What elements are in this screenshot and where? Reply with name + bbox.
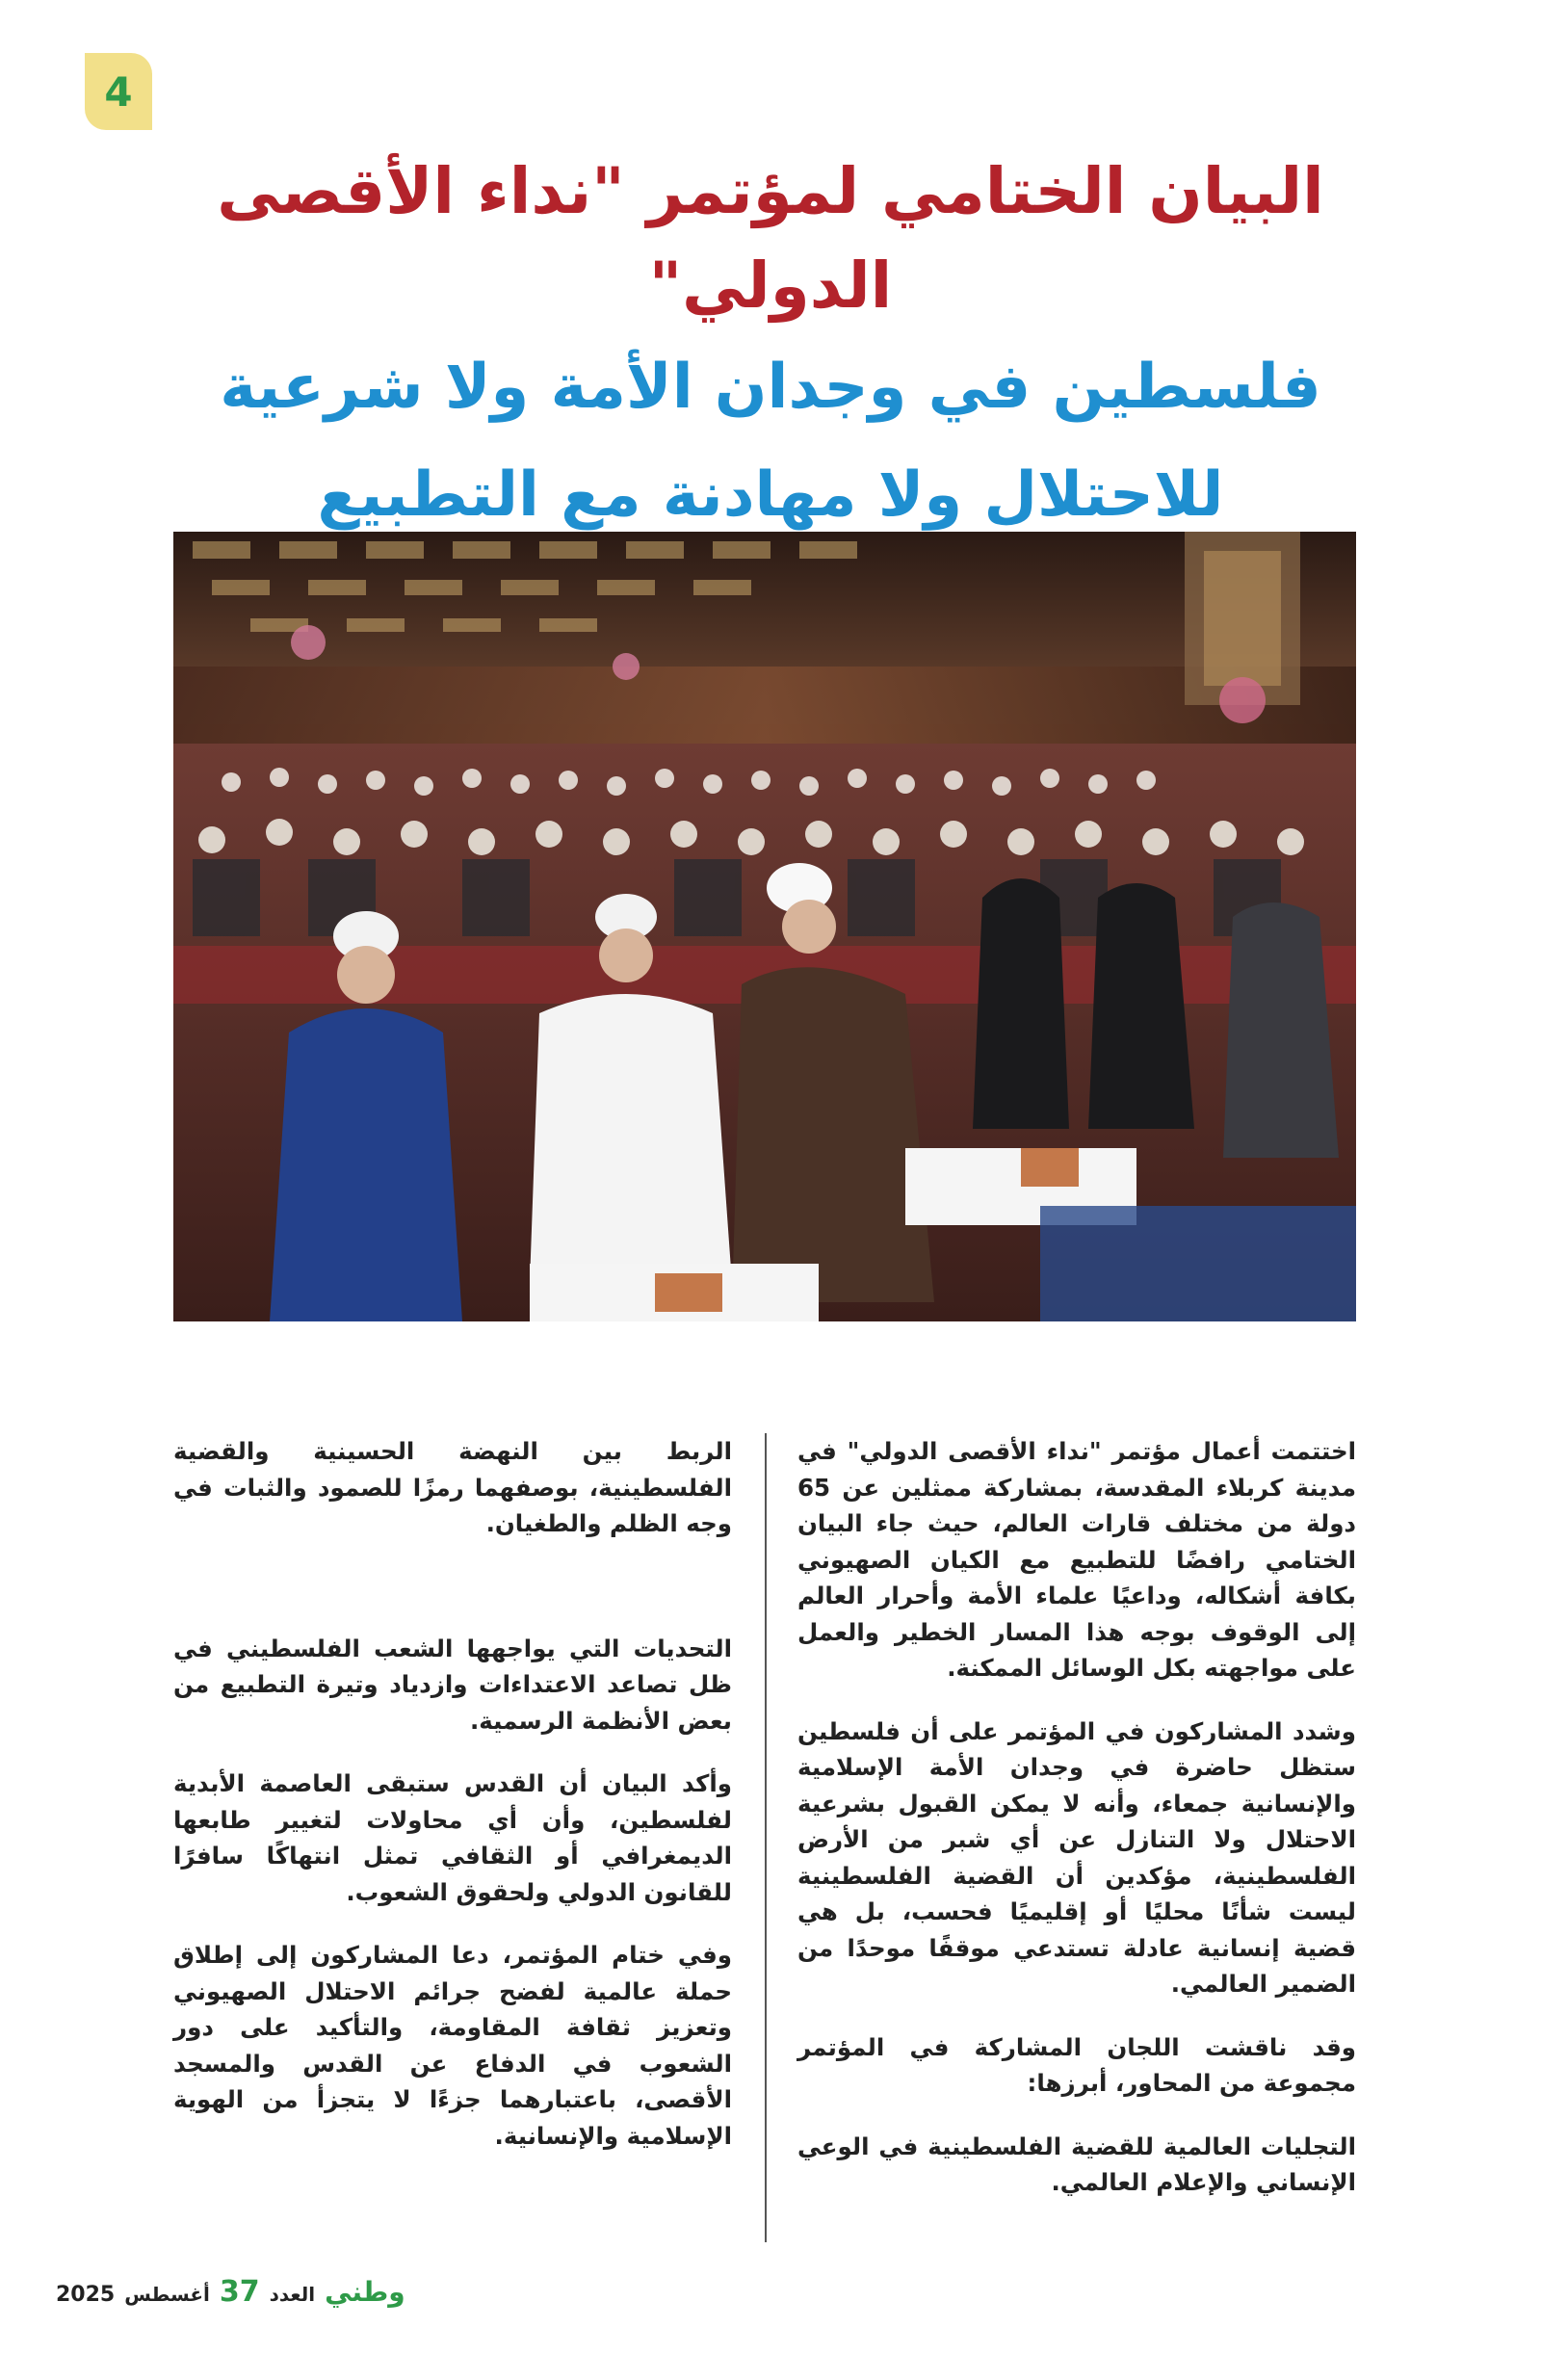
paragraph: وقد ناقشت اللجان المشاركة في المؤتمر مجموعة من المحاور، أبرزها:	[797, 2032, 1356, 2097]
page-number-badge	[85, 53, 152, 130]
article-header	[96, 144, 1445, 549]
article-subtitle-line-1: فلسطين في وجدان الأمة ولا شرعية	[220, 352, 1321, 423]
article-subtitle-line-2: للاحتلال ولا مهادنة مع التطبيع	[317, 459, 1224, 531]
paragraph: وشدد المشاركون في المؤتمر على أن فلسطين ستظل حاضرة في وجدان الأمة الإسلامية والإنسانية جمعاء، وأنه لا يمكن القبول بشرعية الاحتلال ولا التنازل عن أي شبر من الأرض الفلسطينية، مؤكدين أن القضية الفلسطينية ليست شأنًا محليًا أو إقليميًا فحسب، بل هي قضية إنسانية عادلة تستدعي موقفًا موحدًا من الضمير العالمي.	[797, 1716, 1356, 1998]
paragraph: التجليات العالمية للقضية الفلسطينية في الوعي الإنساني والإعلام العالمي.	[797, 2132, 1356, 2196]
paragraph: اختتمت أعمال مؤتمر "نداء الأقصى الدولي" في مدينة كربلاء المقدسة، بمشاركة ممثلين عن 65 دولة من مختلف قارات العالم، حيث جاء البيان الختامي رافضًا للتطبيع مع الكيان الصهيوني بكافة أشكاله، وداعيًا علماء الأمة وأحرار العالم إلى الوقوف بوجه هذا المسار الخطير والعمل على مواجهته بكل الوسائل الممكنة.	[797, 1437, 1356, 1682]
page-footer	[56, 2275, 405, 2309]
page-number: 4	[104, 67, 133, 116]
article-column-left	[173, 1433, 732, 2181]
paragraph: وفي ختام المؤتمر، دعا المشاركون إلى إطلاق حملة عالمية لفضح جرائم الاحتلال الصهيوني وتعزيز ثقافة المقاومة، والتأكيد على دور الشعوب في الدفاع عن القدس والمسجد الأقصى، باعتبارهما جزءًا لا يتجزأ من الهوية الإسلامية والإنسانية.	[173, 1941, 732, 2150]
issue-year: 2025	[56, 2283, 116, 2307]
paragraph: الربط بين النهضة الحسينية والقضية الفلسطينية، بوصفهما رمزًا للصمود والثبات في وجه الظلم والطغيان.	[173, 1437, 732, 1537]
issue-month: أغسطس	[124, 2283, 210, 2306]
conference-hall-photo	[173, 532, 1356, 1321]
article-column-right	[797, 1433, 1356, 2228]
issue-number: 37	[219, 2275, 260, 2309]
issue-label: العدد	[269, 2283, 316, 2306]
magazine-name: وطني	[325, 2276, 405, 2308]
paragraph: وأكد البيان أن القدس ستبقى العاصمة الأبدية لفلسطين، وأن أي محاولات لتغيير طابعها الديمغرافي أو الثقافي تمثل انتهاكًا سافرًا للقانون الدولي ولحقوق الشعوب.	[173, 1769, 732, 1906]
article-title: البيان الختامي لمؤتمر "نداء الأقصى الدولي"	[217, 154, 1324, 323]
column-divider	[765, 1433, 767, 2242]
paragraph: التحديات التي يواجهها الشعب الفلسطيني في ظل تصاعد الاعتداءات وازدياد وتيرة التطبيع من بعض الأنظمة الرسمية.	[173, 1634, 732, 1735]
